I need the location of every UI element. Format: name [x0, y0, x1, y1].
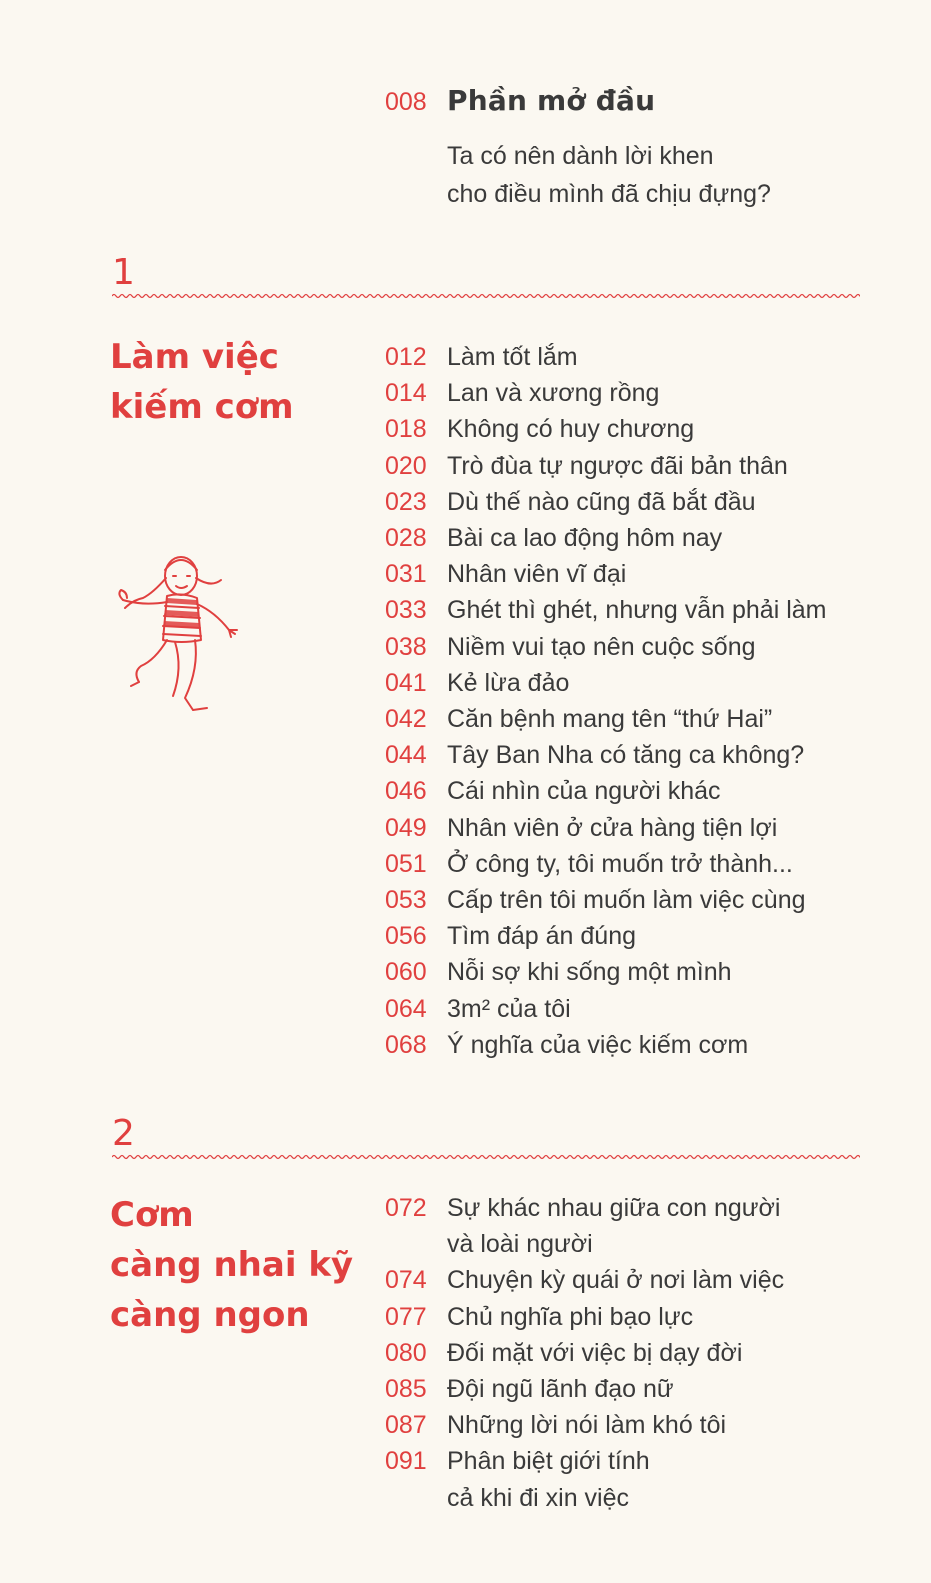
toc-page-number: 031 — [385, 560, 427, 589]
toc-page-number: 080 — [385, 1338, 427, 1367]
toc-page-number: 023 — [385, 487, 427, 516]
toc-title — [447, 339, 578, 375]
toc-title-line: Bài ca lao động hôm nay — [447, 524, 723, 553]
toc-page-number: 041 — [385, 668, 427, 697]
toc-page-number: 028 — [385, 524, 427, 553]
toc-title-line: cả khi đi xin việc — [447, 1483, 630, 1512]
toc-entry — [385, 629, 875, 665]
toc-title-line: Kẻ lừa đảo — [447, 668, 570, 697]
toc-entry — [385, 1299, 875, 1335]
intro-subtitle-line: Ta có nên dành lời khen — [447, 142, 714, 170]
toc-page-number: 064 — [385, 994, 427, 1023]
toc-title-line: Chủ nghĩa phi bạo lực — [447, 1302, 694, 1331]
toc-title — [447, 991, 571, 1027]
toc-page-number: 056 — [385, 922, 427, 951]
toc-entry — [385, 737, 875, 773]
toc-page-number: 014 — [385, 379, 427, 408]
toc-title-line: Không có huy chương — [447, 415, 695, 444]
toc-title — [447, 448, 788, 484]
toc-list — [385, 1190, 875, 1516]
toc-title — [447, 375, 659, 411]
toc-title — [447, 773, 721, 809]
intro-page-number: 008 — [385, 88, 427, 116]
toc-page-number: 049 — [385, 813, 427, 842]
toc-entry — [385, 1335, 875, 1371]
chapter-title-line: Làm việc — [110, 337, 279, 377]
toc-title-line: Trò đùa tự ngược đãi bản thân — [447, 451, 788, 480]
toc-page-number: 072 — [385, 1194, 427, 1222]
toc-title-line: Đội ngũ lãnh đạo nữ — [447, 1375, 674, 1404]
chapter-title-line: càng nhai kỹ — [110, 1245, 354, 1285]
toc-page-number: 012 — [385, 343, 427, 371]
toc-title-line: Đối mặt với việc bị dạy đời — [447, 1338, 743, 1367]
toc-title — [447, 882, 806, 918]
toc-page-number: 046 — [385, 777, 427, 806]
toc-entry — [385, 1443, 875, 1515]
toc-title-line: Tìm đáp án đúng — [447, 922, 637, 951]
toc-entry — [385, 375, 875, 411]
toc-entry — [385, 1190, 875, 1262]
intro-entry — [385, 84, 905, 213]
toc-entry — [385, 846, 875, 882]
toc-page-number: 020 — [385, 451, 427, 480]
toc-title — [447, 520, 722, 556]
toc-list — [385, 339, 875, 1063]
toc-title — [447, 810, 777, 846]
dancing-girl-icon — [103, 548, 253, 728]
toc-entry — [385, 556, 875, 592]
toc-title — [447, 411, 694, 447]
toc-title-line: Ghét thì ghét, nhưng vẫn phải làm — [447, 596, 827, 625]
toc-title — [447, 701, 772, 737]
toc-entry — [385, 484, 875, 520]
toc-title-line: Lan và xương rồng — [447, 379, 660, 408]
wavy-line — [112, 1156, 860, 1159]
toc-entry — [385, 592, 875, 628]
toc-page-number: 018 — [385, 415, 427, 444]
toc-entry — [385, 1027, 875, 1063]
toc-entry — [385, 954, 875, 990]
toc-title-line: Dù thế nào cũng đã bắt đầu — [447, 487, 756, 516]
chapter-title — [110, 1190, 360, 1340]
toc-title — [447, 484, 756, 520]
toc-title-line: Nhân viên ở cửa hàng tiện lợi — [447, 813, 778, 842]
wavy-line — [112, 295, 860, 298]
toc-title — [447, 592, 826, 628]
chapter-title-line: kiếm cơm — [110, 387, 294, 427]
toc-title-line: Những lời nói làm khó tôi — [447, 1411, 727, 1440]
toc-page-number: 042 — [385, 705, 427, 734]
chapter-title — [110, 332, 360, 432]
section-number: 2 — [112, 1113, 135, 1154]
toc-title-line: Làm tốt lắm — [447, 343, 578, 371]
toc-page-number: 077 — [385, 1302, 427, 1331]
toc-title — [447, 846, 793, 882]
toc-title-line: Căn bệnh mang tên “thứ Hai” — [447, 705, 773, 734]
toc-title-line: Nỗi sợ khi sống một mình — [447, 958, 732, 987]
toc-title — [447, 1299, 693, 1335]
toc-entry — [385, 701, 875, 737]
toc-title-line: Tây Ban Nha có tăng ca không? — [447, 741, 805, 770]
toc-page-number: 091 — [385, 1447, 427, 1476]
toc-page-number: 038 — [385, 632, 427, 661]
toc-page-number: 074 — [385, 1266, 427, 1295]
toc-entry — [385, 1371, 875, 1407]
toc-title — [447, 665, 569, 701]
toc-entry — [385, 520, 875, 556]
toc-title-line: 3m² của tôi — [447, 994, 571, 1023]
toc-title — [447, 1262, 784, 1298]
toc-title — [447, 1190, 780, 1262]
toc-title-line: Chuyện kỳ quái ở nơi làm việc — [447, 1266, 785, 1295]
toc-title-line: Ở công ty, tôi muốn trở thành... — [447, 849, 793, 878]
toc-entry — [385, 773, 875, 809]
toc-title — [447, 954, 732, 990]
toc-title-line: Niềm vui tạo nên cuộc sống — [447, 632, 756, 661]
toc-page-number: 033 — [385, 596, 427, 625]
toc-page-number: 060 — [385, 958, 427, 987]
wavy-divider — [112, 1153, 860, 1161]
toc-page-number: 051 — [385, 849, 427, 878]
toc-title-line: Sự khác nhau giữa con người — [447, 1194, 781, 1222]
toc-page-number: 044 — [385, 741, 427, 770]
toc-entry — [385, 1262, 875, 1298]
toc-entry — [385, 411, 875, 447]
toc-page-number: 087 — [385, 1411, 427, 1440]
intro-subtitle-line: cho điều mình đã chịu đựng? — [447, 180, 771, 208]
toc-title-line: và loài người — [447, 1230, 593, 1259]
toc-title — [447, 1027, 748, 1063]
toc-title-line: Phân biệt giới tính — [447, 1447, 650, 1476]
toc-entry — [385, 991, 875, 1027]
toc-page-number: 085 — [385, 1375, 427, 1404]
intro-subtitle — [447, 137, 905, 213]
toc-title — [447, 1443, 650, 1515]
section-number: 1 — [112, 252, 135, 293]
toc-entry — [385, 665, 875, 701]
wavy-divider — [112, 292, 860, 300]
chapter-title-line: Cơm — [110, 1195, 194, 1235]
toc-title — [447, 629, 756, 665]
toc-entry — [385, 448, 875, 484]
toc-title-line: Cái nhìn của người khác — [447, 777, 721, 806]
chapter-title-line: càng ngon — [110, 1295, 310, 1335]
toc-page-number: 053 — [385, 886, 427, 915]
toc-title-line: Cấp trên tôi muốn làm việc cùng — [447, 886, 806, 915]
toc-title — [447, 918, 636, 954]
toc-entry — [385, 918, 875, 954]
toc-entry — [385, 882, 875, 918]
toc-title — [447, 1335, 742, 1371]
toc-entry — [385, 1407, 875, 1443]
toc-page-number: 068 — [385, 1030, 427, 1059]
toc-title — [447, 556, 626, 592]
toc-title-line: Nhân viên vĩ đại — [447, 560, 627, 589]
toc-title — [447, 737, 804, 773]
toc-entry — [385, 810, 875, 846]
toc-entry — [385, 339, 875, 375]
intro-title: Phần mở đầu — [447, 84, 656, 117]
toc-title-line: Ý nghĩa của việc kiếm cơm — [447, 1030, 749, 1059]
toc-title — [447, 1407, 726, 1443]
toc-title — [447, 1371, 674, 1407]
